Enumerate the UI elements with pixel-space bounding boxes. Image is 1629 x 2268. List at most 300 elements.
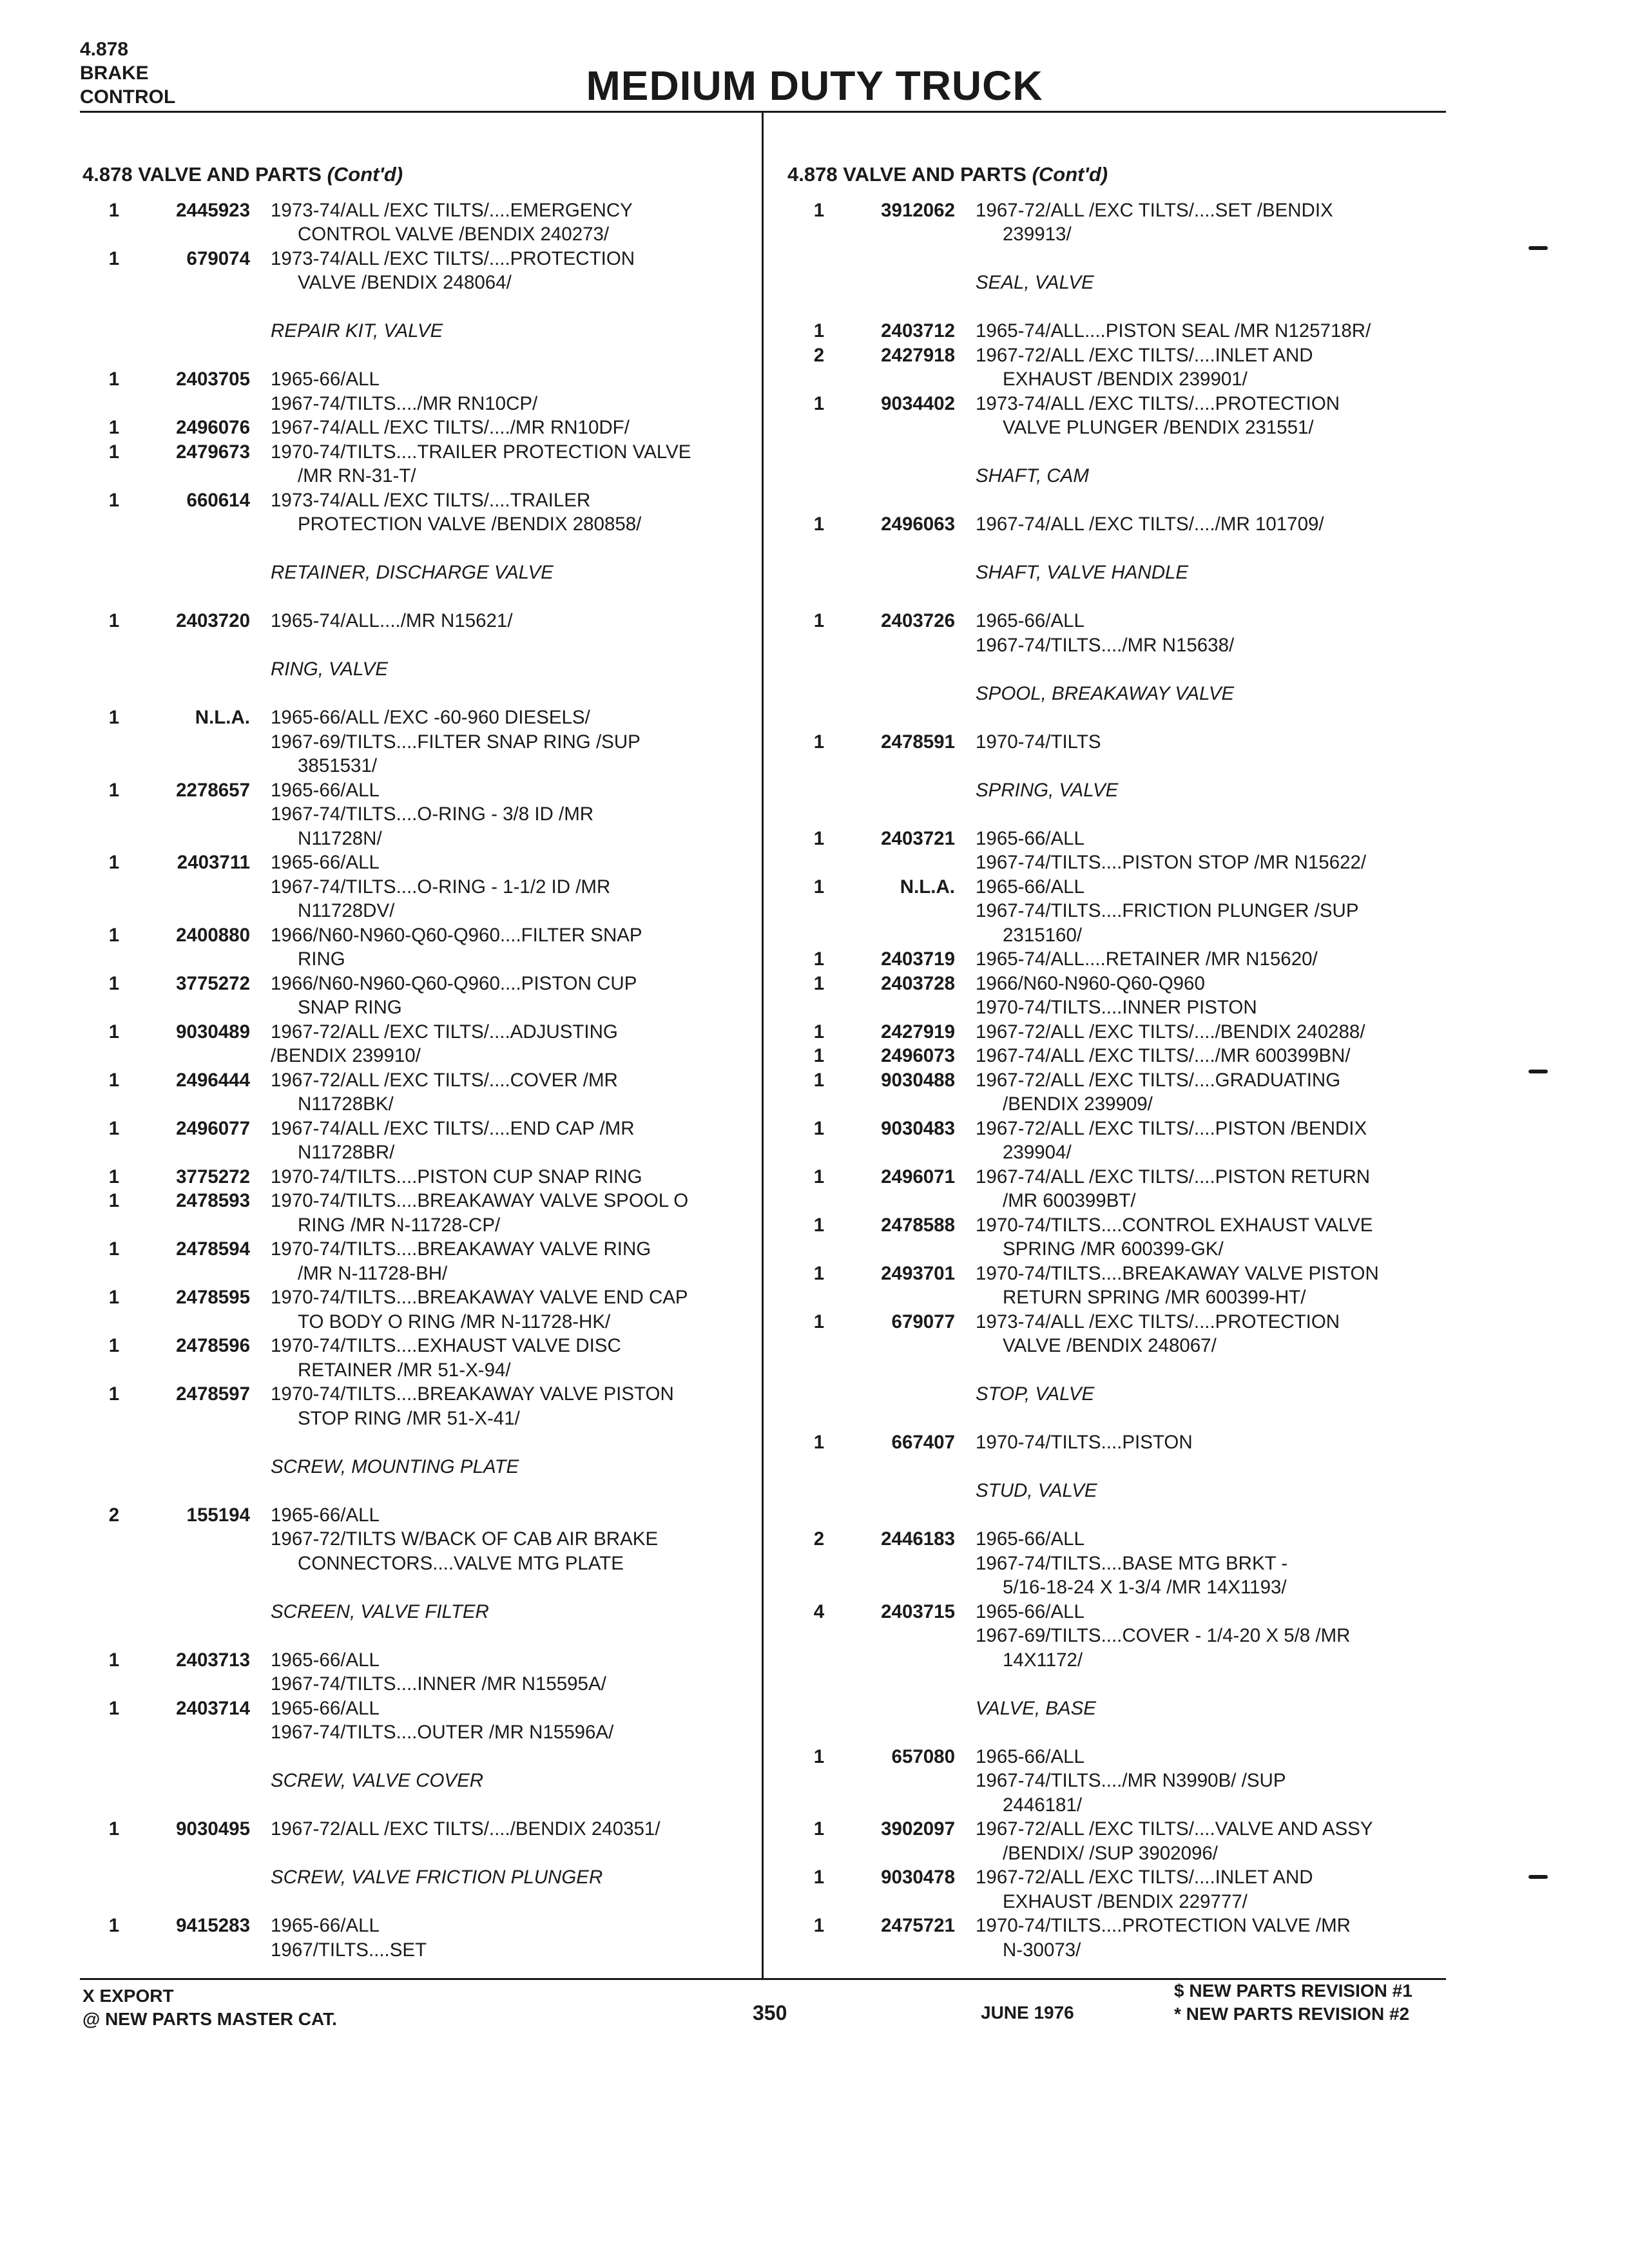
part-quantity: 1 bbox=[108, 441, 120, 463]
part-entry bbox=[787, 1865, 1458, 1914]
part-number: 2403713 bbox=[176, 1649, 250, 1671]
section-number: 4.878 bbox=[80, 39, 129, 60]
part-number: 2478597 bbox=[176, 1383, 250, 1405]
part-number: 2478595 bbox=[176, 1287, 250, 1308]
description-line: 5/16-18-24 X 1-3/4 /MR 14X1193/ bbox=[1003, 1577, 1287, 1598]
category-heading: SCREW, MOUNTING PLATE bbox=[271, 1456, 519, 1477]
description-line: /BENDIX 239910/ bbox=[271, 1045, 421, 1066]
description-line: 1967-72/ALL /EXC TILTS/....PISTON /BENDIX bbox=[976, 1117, 1367, 1139]
part-description bbox=[976, 1044, 1458, 1068]
description-line: /MR N-11728-BH/ bbox=[298, 1262, 448, 1284]
description-line: 1967-72/ALL /EXC TILTS/....GRADUATING bbox=[976, 1069, 1341, 1091]
spacer bbox=[82, 1430, 753, 1455]
part-description bbox=[976, 1817, 1458, 1865]
part-description bbox=[976, 730, 1458, 754]
category-heading: SCREW, VALVE FRICTION PLUNGER bbox=[271, 1867, 603, 1888]
part-entry bbox=[787, 1117, 1458, 1165]
spacer bbox=[787, 585, 1458, 610]
part-quantity: 1 bbox=[813, 392, 825, 414]
description-line: VALVE PLUNGER /BENDIX 231551/ bbox=[1003, 417, 1314, 438]
part-description bbox=[271, 440, 753, 488]
description-line: 1967-74/ALL /EXC TILTS/....END CAP /MR bbox=[271, 1117, 635, 1139]
description-line: SNAP RING bbox=[298, 997, 402, 1018]
description-line: PROTECTION VALVE /BENDIX 280858/ bbox=[298, 514, 642, 535]
part-entry bbox=[82, 1914, 753, 1962]
description-line: /MR 600399BT/ bbox=[1003, 1190, 1136, 1211]
spacer bbox=[787, 706, 1458, 730]
part-number: 2403721 bbox=[881, 827, 955, 849]
description-line: 1965-66/ALL bbox=[976, 1745, 1084, 1767]
part-description bbox=[976, 343, 1458, 392]
part-quantity: 1 bbox=[813, 972, 825, 994]
category-heading: RING, VALVE bbox=[271, 658, 388, 680]
part-number: 3902097 bbox=[881, 1818, 955, 1840]
part-number: 9030489 bbox=[176, 1021, 250, 1043]
description-line: 1967-74/ALL /EXC TILTS/..../MR 101709/ bbox=[976, 514, 1324, 535]
description-line: /BENDIX/ /SUP 3902096/ bbox=[1003, 1842, 1218, 1864]
description-line: 1970-74/TILTS....BREAKAWAY VALVE RING bbox=[271, 1238, 651, 1260]
part-entry bbox=[82, 1117, 753, 1165]
spacer bbox=[787, 802, 1458, 827]
description-line: 1967/TILTS....SET bbox=[271, 1939, 427, 1961]
description-line: 1965-66/ALL bbox=[271, 1915, 380, 1936]
description-line: 1965-66/ALL bbox=[271, 1697, 380, 1719]
description-line: /MR RN-31-T/ bbox=[298, 465, 416, 486]
part-entry bbox=[787, 343, 1458, 392]
description-line: 1965-74/ALL..../MR N15621/ bbox=[271, 610, 513, 631]
part-number: 9415283 bbox=[176, 1915, 250, 1936]
category-heading: SEAL, VALVE bbox=[976, 272, 1094, 293]
spacer bbox=[787, 1672, 1458, 1696]
part-quantity: 1 bbox=[108, 369, 120, 390]
description-line: 1967-74/TILTS..../MR RN10CP/ bbox=[271, 392, 538, 414]
spacer bbox=[82, 187, 753, 198]
part-quantity: 4 bbox=[813, 1600, 825, 1622]
part-quantity: 1 bbox=[813, 1069, 825, 1091]
right-column bbox=[787, 162, 1458, 1962]
section-title-continued: (Cont'd) bbox=[327, 163, 403, 186]
part-quantity: 1 bbox=[108, 852, 120, 873]
part-number: 2427918 bbox=[881, 344, 955, 366]
part-description bbox=[271, 198, 753, 247]
description-line: 1967-74/TILTS....INNER /MR N15595A/ bbox=[271, 1673, 606, 1695]
description-line: 1973-74/ALL /EXC TILTS/....PROTECTION bbox=[271, 247, 635, 269]
part-description bbox=[271, 1914, 753, 1962]
part-quantity: 1 bbox=[108, 707, 120, 728]
part-number: 9030478 bbox=[881, 1867, 955, 1888]
description-line: 1970-74/TILTS....BREAKAWAY VALVE PISTON bbox=[976, 1262, 1379, 1284]
part-description bbox=[271, 972, 753, 1020]
footer-date: JUNE 1976 bbox=[981, 2003, 1074, 2023]
part-entry bbox=[787, 1044, 1458, 1068]
description-line: N11728BK/ bbox=[298, 1093, 394, 1115]
part-description bbox=[271, 778, 753, 851]
part-description bbox=[271, 1382, 753, 1430]
spacer bbox=[787, 440, 1458, 465]
part-description bbox=[271, 1068, 753, 1117]
part-number: 2478588 bbox=[881, 1214, 955, 1236]
part-entry bbox=[787, 1213, 1458, 1262]
description-line: EXHAUST /BENDIX 239901/ bbox=[1003, 369, 1248, 390]
part-entry bbox=[787, 319, 1458, 343]
part-number: 9030483 bbox=[881, 1117, 955, 1139]
part-number: 2403715 bbox=[881, 1600, 955, 1622]
spacer bbox=[82, 1890, 753, 1914]
part-entry bbox=[82, 1382, 753, 1430]
part-entry bbox=[787, 1068, 1458, 1117]
part-quantity: 1 bbox=[108, 417, 120, 438]
part-description bbox=[271, 1189, 753, 1237]
part-quantity: 1 bbox=[108, 1166, 120, 1187]
footer-export-note: X EXPORT bbox=[82, 1986, 174, 2006]
description-line: 1967-72/ALL /EXC TILTS/..../BENDIX 240288/ bbox=[976, 1021, 1365, 1043]
part-number: 2403711 bbox=[177, 852, 250, 873]
part-number: 679077 bbox=[891, 1311, 955, 1332]
part-number: 2403705 bbox=[176, 369, 250, 390]
part-quantity: 1 bbox=[813, 610, 825, 631]
description-line: 1965-66/ALL bbox=[976, 1600, 1084, 1622]
part-number: 2446183 bbox=[881, 1528, 955, 1550]
spacer bbox=[82, 633, 753, 658]
part-description bbox=[271, 488, 753, 537]
description-line: 1970-74/TILTS....BREAKAWAY VALVE END CAP bbox=[271, 1287, 688, 1308]
part-entry bbox=[82, 706, 753, 778]
spacer bbox=[787, 1407, 1458, 1431]
description-line: 1970-74/TILTS....TRAILER PROTECTION VALVE bbox=[271, 441, 691, 463]
part-description bbox=[976, 198, 1458, 247]
part-quantity: 1 bbox=[813, 1117, 825, 1139]
part-description bbox=[271, 1285, 753, 1334]
part-number: 9030495 bbox=[176, 1818, 250, 1840]
description-line: 2315160/ bbox=[1003, 924, 1083, 946]
description-line: 1965-66/ALL bbox=[271, 1649, 380, 1671]
part-quantity: 1 bbox=[108, 779, 120, 801]
part-number: 2400880 bbox=[176, 924, 250, 946]
part-quantity: 1 bbox=[813, 199, 825, 221]
category-heading: RETAINER, DISCHARGE VALVE bbox=[271, 562, 554, 583]
part-entry bbox=[82, 1696, 753, 1745]
part-entry bbox=[787, 1817, 1458, 1865]
part-description bbox=[271, 609, 753, 633]
part-quantity: 1 bbox=[813, 1915, 825, 1936]
description-line: N11728BR/ bbox=[298, 1142, 395, 1163]
part-entry bbox=[787, 1745, 1458, 1818]
part-quantity: 1 bbox=[108, 1649, 120, 1671]
part-quantity: 1 bbox=[813, 1214, 825, 1236]
part-number: 2479673 bbox=[176, 441, 250, 463]
part-quantity: 1 bbox=[108, 247, 120, 269]
spacer bbox=[82, 1841, 753, 1866]
part-description bbox=[271, 706, 753, 778]
section-title bbox=[787, 162, 1458, 187]
part-entry bbox=[787, 947, 1458, 972]
part-quantity: 1 bbox=[813, 1867, 825, 1888]
description-line: 1970-74/TILTS....EXHAUST VALVE DISC bbox=[271, 1335, 621, 1356]
part-quantity: 1 bbox=[813, 1818, 825, 1840]
description-line: 1965-66/ALL bbox=[976, 610, 1084, 631]
spacer bbox=[787, 1720, 1458, 1745]
part-quantity: 1 bbox=[108, 1190, 120, 1211]
part-description bbox=[976, 827, 1458, 875]
part-entry bbox=[82, 850, 753, 923]
part-quantity: 1 bbox=[108, 1117, 120, 1139]
part-number: 9030488 bbox=[881, 1069, 955, 1091]
description-line: 1970-74/TILTS....BREAKAWAY VALVE PISTON bbox=[271, 1383, 674, 1405]
description-line: 1967-74/TILTS....BASE MTG BRKT - bbox=[976, 1552, 1288, 1574]
part-description bbox=[271, 1334, 753, 1382]
description-line: VALVE /BENDIX 248064/ bbox=[298, 272, 512, 293]
description-line: 1970-74/TILTS....INNER PISTON bbox=[976, 997, 1257, 1018]
spacer bbox=[82, 585, 753, 610]
description-line: TO BODY O RING /MR N-11728-HK/ bbox=[298, 1311, 611, 1332]
part-number: N.L.A. bbox=[195, 707, 250, 728]
part-quantity: 1 bbox=[813, 1021, 825, 1043]
section-name-line1: BRAKE bbox=[80, 62, 149, 84]
description-line: 1967-69/TILTS....COVER - 1/4-20 X 5/8 /MR bbox=[976, 1625, 1351, 1646]
part-number: 3912062 bbox=[881, 199, 955, 221]
part-description bbox=[271, 1117, 753, 1165]
description-line: 1966/N60-N960-Q60-Q960....PISTON CUP bbox=[271, 972, 637, 994]
spacer bbox=[787, 247, 1458, 271]
part-quantity: 2 bbox=[813, 344, 825, 366]
part-entry bbox=[787, 875, 1458, 948]
part-description bbox=[271, 416, 753, 440]
description-line: 1973-74/ALL /EXC TILTS/....PROTECTION bbox=[976, 1311, 1340, 1332]
part-number: N.L.A. bbox=[900, 876, 955, 898]
part-entry bbox=[787, 730, 1458, 754]
part-entry bbox=[82, 1165, 753, 1189]
page-number: 350 bbox=[753, 2001, 787, 2024]
description-line: 239904/ bbox=[1003, 1142, 1072, 1163]
part-entry bbox=[787, 1600, 1458, 1673]
part-quantity: 1 bbox=[108, 1287, 120, 1308]
part-quantity: 1 bbox=[108, 489, 120, 511]
part-number: 2403719 bbox=[881, 948, 955, 970]
description-line: 1970-74/TILTS....PISTON CUP SNAP RING bbox=[271, 1166, 642, 1187]
description-line: 1967-74/ALL /EXC TILTS/..../MR 600399BN/ bbox=[976, 1045, 1351, 1066]
description-line: 1973-74/ALL /EXC TILTS/....PROTECTION bbox=[976, 392, 1340, 414]
part-number: 155194 bbox=[186, 1504, 250, 1526]
description-line: 1965-66/ALL bbox=[271, 852, 380, 873]
footer-revision-2: * NEW PARTS REVISION #2 bbox=[1174, 2004, 1410, 2024]
part-quantity: 1 bbox=[813, 1745, 825, 1767]
part-description bbox=[976, 1262, 1458, 1310]
description-line: 1965-66/ALL bbox=[271, 779, 380, 801]
margin-mark bbox=[1528, 1875, 1548, 1879]
footer-master-cat-note: @ NEW PARTS MASTER CAT. bbox=[82, 2009, 337, 2029]
part-number: 2403728 bbox=[881, 972, 955, 994]
part-number: 679074 bbox=[186, 247, 250, 269]
part-entry bbox=[787, 972, 1458, 1020]
section-title bbox=[82, 162, 753, 187]
spacer bbox=[82, 1575, 753, 1600]
part-description bbox=[271, 1237, 753, 1285]
part-entry bbox=[787, 198, 1458, 247]
part-number: 2403726 bbox=[881, 610, 955, 631]
section-title-text: 4.878 VALVE AND PARTS bbox=[787, 163, 1032, 186]
description-line: 2446181/ bbox=[1003, 1794, 1083, 1816]
part-description bbox=[976, 512, 1458, 537]
part-entry bbox=[82, 609, 753, 633]
spacer bbox=[82, 682, 753, 706]
description-line: N-30073/ bbox=[1003, 1939, 1081, 1961]
part-number: 3775272 bbox=[176, 972, 250, 994]
description-line: 1967-74/ALL /EXC TILTS/..../MR RN10DF/ bbox=[271, 417, 630, 438]
category-heading: VALVE, BASE bbox=[976, 1697, 1096, 1719]
part-entry bbox=[787, 1914, 1458, 1962]
part-quantity: 1 bbox=[813, 827, 825, 849]
part-quantity: 1 bbox=[108, 1818, 120, 1840]
spacer bbox=[787, 187, 1458, 198]
part-entry bbox=[82, 923, 753, 972]
part-quantity: 1 bbox=[108, 1069, 120, 1091]
spacer bbox=[82, 1479, 753, 1503]
description-line: 1967-74/TILTS....O-RING - 3/8 ID /MR bbox=[271, 803, 594, 825]
category-heading: STUD, VALVE bbox=[976, 1480, 1097, 1501]
description-line: 1967-74/TILTS....OUTER /MR N15596A/ bbox=[271, 1722, 614, 1743]
part-quantity: 1 bbox=[108, 972, 120, 994]
category-heading: SHAFT, CAM bbox=[976, 465, 1089, 486]
part-quantity: 1 bbox=[108, 924, 120, 946]
description-line: 1966/N60-N960-Q60-Q960 bbox=[976, 972, 1205, 994]
description-line: 1966/N60-N960-Q60-Q960....FILTER SNAP bbox=[271, 924, 642, 946]
description-line: 1967-72/ALL /EXC TILTS/....SET /BENDIX bbox=[976, 199, 1333, 221]
description-line: 1965-66/ALL /EXC -60-960 DIESELS/ bbox=[271, 707, 590, 728]
part-entry bbox=[787, 1310, 1458, 1358]
spacer bbox=[787, 488, 1458, 513]
part-entry bbox=[82, 1817, 753, 1841]
margin-mark bbox=[1528, 1070, 1548, 1073]
part-description bbox=[976, 1310, 1458, 1358]
description-line: CONTROL VALVE /BENDIX 240273/ bbox=[298, 224, 610, 245]
part-entry bbox=[82, 1068, 753, 1117]
part-number: 2493701 bbox=[881, 1262, 955, 1284]
section-title-continued: (Cont'd) bbox=[1032, 163, 1108, 186]
part-number: 2478594 bbox=[176, 1238, 250, 1260]
part-entry bbox=[82, 1648, 753, 1696]
description-line: 1965-74/ALL....PISTON SEAL /MR N125718R/ bbox=[976, 320, 1371, 341]
part-quantity: 1 bbox=[813, 731, 825, 753]
description-line: 1965-74/ALL....RETAINER /MR N15620/ bbox=[976, 948, 1318, 970]
spacer bbox=[82, 1793, 753, 1818]
part-number: 2496076 bbox=[176, 417, 250, 438]
description-line: RING bbox=[298, 948, 345, 970]
category-heading: REPAIR KIT, VALVE bbox=[271, 320, 443, 341]
description-line: 1973-74/ALL /EXC TILTS/....TRAILER bbox=[271, 489, 591, 511]
part-number: 2403720 bbox=[176, 610, 250, 631]
spacer bbox=[787, 1455, 1458, 1479]
description-line: VALVE /BENDIX 248067/ bbox=[1003, 1335, 1217, 1356]
description-line: N11728N/ bbox=[298, 827, 382, 849]
description-line: SPRING /MR 600399-GK/ bbox=[1003, 1238, 1224, 1260]
part-entry bbox=[82, 1334, 753, 1382]
description-line: 1967-74/TILTS....FRICTION PLUNGER /SUP bbox=[976, 900, 1359, 921]
part-description bbox=[976, 1165, 1458, 1213]
part-description bbox=[976, 1745, 1458, 1818]
part-description bbox=[271, 923, 753, 972]
part-number: 2496071 bbox=[881, 1166, 955, 1187]
part-description bbox=[976, 1865, 1458, 1914]
description-line: 1973-74/ALL /EXC TILTS/....EMERGENCY bbox=[271, 199, 633, 221]
part-entry bbox=[787, 1020, 1458, 1044]
description-line: 1970-74/TILTS....CONTROL EXHAUST VALVE bbox=[976, 1214, 1373, 1236]
part-quantity: 1 bbox=[813, 1262, 825, 1284]
part-quantity: 1 bbox=[108, 1238, 120, 1260]
category-heading: STOP, VALVE bbox=[976, 1383, 1095, 1405]
description-line: CONNECTORS....VALVE MTG PLATE bbox=[298, 1552, 624, 1574]
part-description bbox=[976, 609, 1458, 657]
part-number: 2478596 bbox=[176, 1335, 250, 1356]
part-number: 2403712 bbox=[881, 320, 955, 341]
part-entry bbox=[82, 1503, 753, 1576]
spacer bbox=[82, 1745, 753, 1769]
part-quantity: 1 bbox=[108, 1697, 120, 1719]
part-quantity: 1 bbox=[813, 514, 825, 535]
spacer bbox=[787, 657, 1458, 682]
description-line: 1967-74/TILTS....PISTON STOP /MR N15622/ bbox=[976, 852, 1367, 873]
part-entry bbox=[82, 198, 753, 247]
description-line: /BENDIX 239909/ bbox=[1003, 1093, 1153, 1115]
description-line: 1967-72/ALL /EXC TILTS/....INLET AND bbox=[976, 1867, 1313, 1888]
part-quantity: 1 bbox=[108, 1383, 120, 1405]
description-line: 239913/ bbox=[1003, 224, 1072, 245]
description-line: 1970-74/TILTS....PROTECTION VALVE /MR bbox=[976, 1915, 1351, 1936]
part-number: 2403714 bbox=[176, 1697, 250, 1719]
spacer bbox=[82, 1624, 753, 1648]
description-line: 1967-74/TILTS..../MR N3990B/ /SUP bbox=[976, 1770, 1286, 1791]
spacer bbox=[82, 295, 753, 320]
description-line: 1967-72/ALL /EXC TILTS/....ADJUSTING bbox=[271, 1021, 618, 1043]
part-description bbox=[976, 972, 1458, 1020]
part-quantity: 2 bbox=[108, 1504, 120, 1526]
part-quantity: 1 bbox=[813, 1432, 825, 1453]
description-line: 1967-72/ALL /EXC TILTS/....VALVE AND ASSY bbox=[976, 1818, 1373, 1840]
part-entry bbox=[82, 440, 753, 488]
part-description bbox=[976, 1020, 1458, 1044]
part-quantity: 1 bbox=[108, 610, 120, 631]
category-heading: SHAFT, VALVE HANDLE bbox=[976, 562, 1189, 583]
part-entry bbox=[787, 827, 1458, 875]
part-quantity: 1 bbox=[813, 876, 825, 898]
page-title: MEDIUM DUTY TRUCK bbox=[586, 62, 1043, 109]
description-line: 1967-72/TILTS W/BACK OF CAB AIR BRAKE bbox=[271, 1528, 659, 1550]
part-description bbox=[271, 850, 753, 923]
description-line: 1970-74/TILTS bbox=[976, 731, 1101, 753]
part-number: 2478591 bbox=[881, 731, 955, 753]
part-description bbox=[976, 392, 1458, 440]
part-description bbox=[976, 1117, 1458, 1165]
spacer bbox=[82, 343, 753, 368]
description-line: 1967-74/ALL /EXC TILTS/....PISTON RETURN bbox=[976, 1166, 1371, 1187]
part-quantity: 1 bbox=[813, 320, 825, 341]
part-description bbox=[271, 1648, 753, 1696]
part-entry bbox=[82, 1020, 753, 1068]
part-quantity: 1 bbox=[813, 1311, 825, 1332]
part-description bbox=[271, 367, 753, 416]
description-line: 1965-66/ALL bbox=[976, 1528, 1084, 1550]
part-number: 2478593 bbox=[176, 1190, 250, 1211]
description-line: 1970-74/TILTS....BREAKAWAY VALVE SPOOL O bbox=[271, 1190, 689, 1211]
part-number: 3775272 bbox=[176, 1166, 250, 1187]
part-number: 9034402 bbox=[881, 392, 955, 414]
part-entry bbox=[787, 1430, 1458, 1455]
part-quantity: 1 bbox=[108, 199, 120, 221]
category-heading: SPRING, VALVE bbox=[976, 779, 1119, 801]
part-entry bbox=[787, 1165, 1458, 1213]
part-number: 2278657 bbox=[176, 779, 250, 801]
description-line: 1967-72/ALL /EXC TILTS/....INLET AND bbox=[976, 344, 1313, 366]
part-quantity: 1 bbox=[108, 1335, 120, 1356]
